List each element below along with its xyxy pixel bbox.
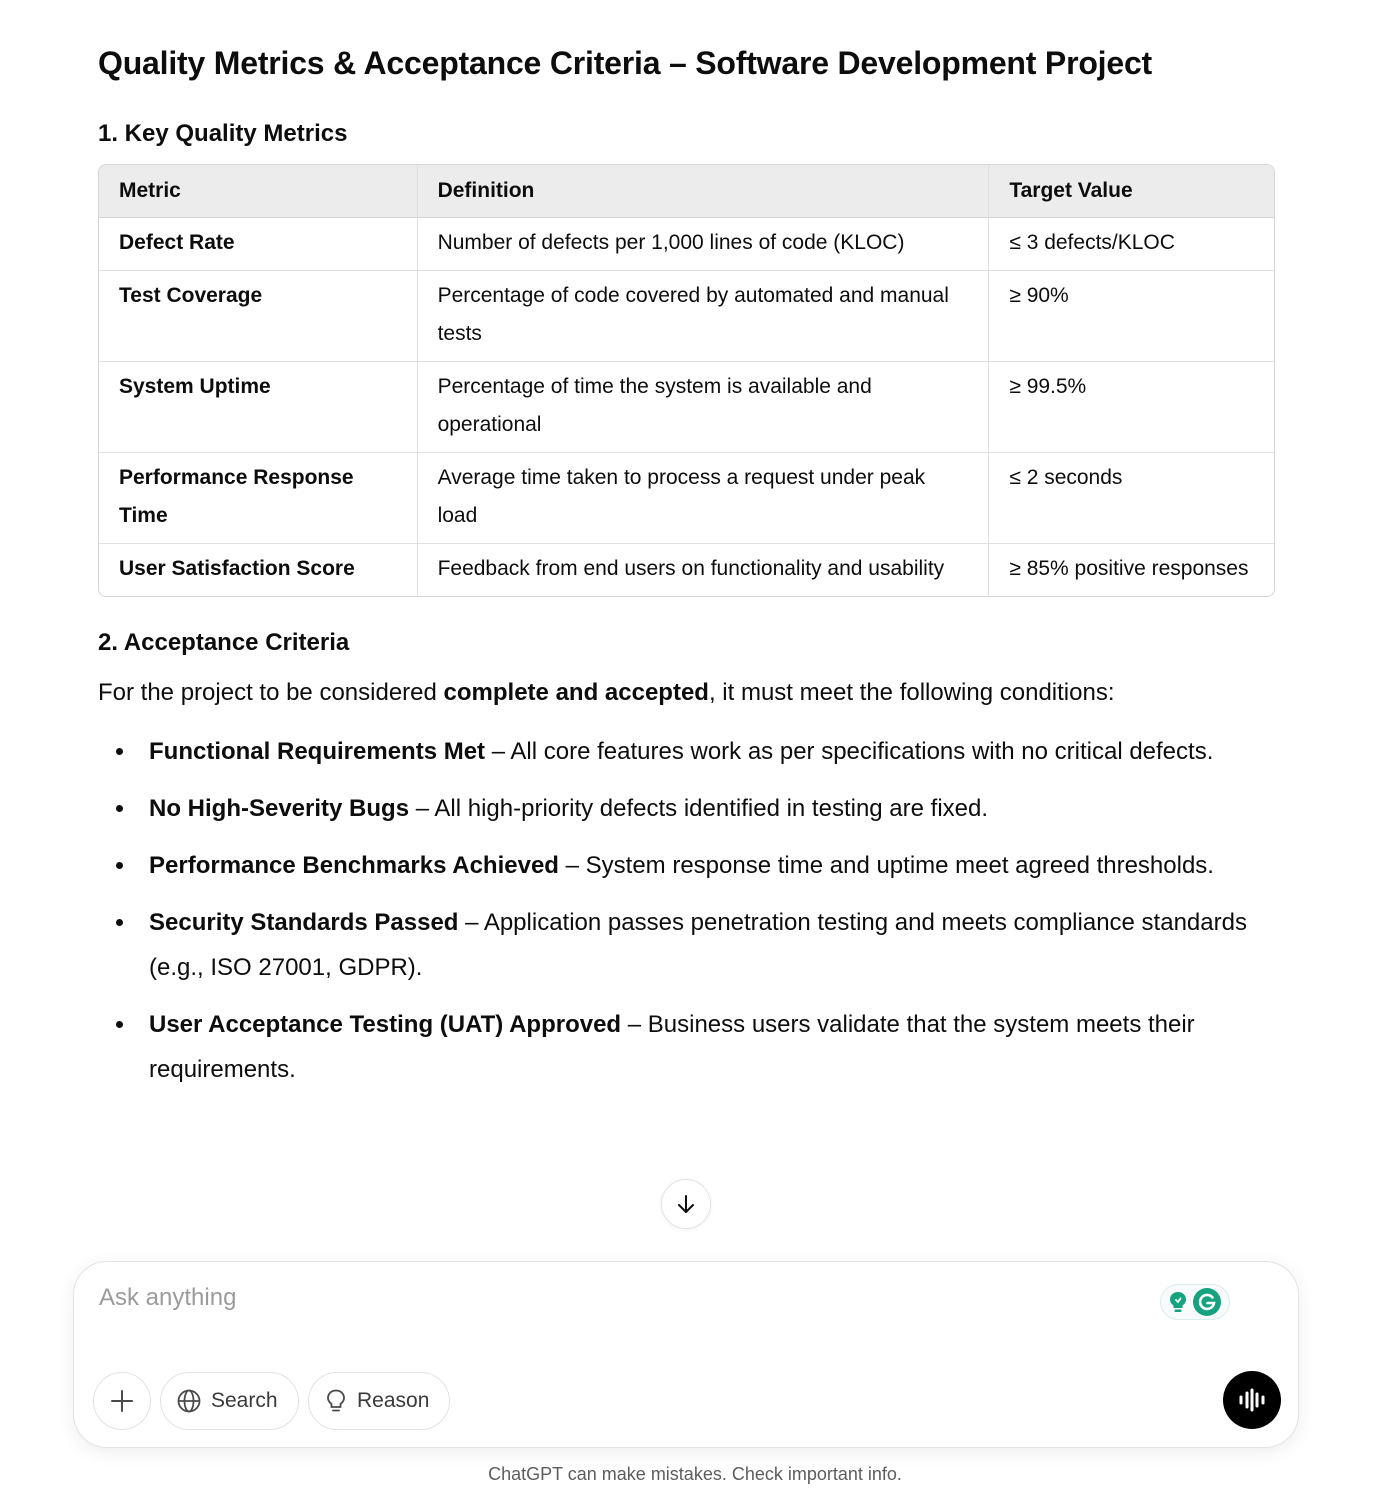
list-item: [98, 786, 1275, 831]
bullet-icon: [116, 919, 123, 926]
voice-waveform-icon: [1237, 1387, 1267, 1413]
section-heading-metrics: 1. Key Quality Metrics: [98, 120, 348, 147]
intro-text-end: , it must meet the following conditions:: [708, 679, 1115, 706]
list-item: [98, 900, 1275, 990]
criterion-text: – All high-priority defects identified in testing are fixed.: [409, 795, 989, 822]
document-title: Quality Metrics & Acceptance Criteria – Software Development Project: [98, 45, 1153, 81]
intro-text: For the project to be considered: [98, 679, 444, 706]
table-row: [99, 271, 1274, 362]
bullet-icon: [116, 748, 123, 755]
bullet-icon: [116, 1021, 123, 1028]
target-value-cell: ≥ 90%: [989, 271, 1274, 362]
plus-icon: [109, 1388, 135, 1414]
target-value-cell: ≥ 99.5%: [989, 362, 1274, 453]
metric-name-cell: User Satisfaction Score: [99, 544, 418, 596]
table-header-row: [99, 165, 1274, 218]
disclaimer-text: ChatGPT can make mistakes. Check important info.: [488, 1464, 902, 1484]
list-item: [98, 729, 1275, 774]
column-header-target: Target Value: [989, 165, 1274, 218]
definition-cell: Percentage of time the system is available and operational: [418, 362, 990, 453]
table-row: [99, 544, 1274, 596]
definition-cell: Average time taken to process a request under peak load: [418, 453, 990, 544]
column-header-metric: Metric: [99, 165, 418, 218]
criterion-text: – Application passes penetration testing and meets compliance standards (e.g., ISO 27001, GDPR).: [149, 909, 1247, 981]
bullet-icon: [116, 805, 123, 812]
target-value-cell: ≥ 85% positive responses: [1009, 557, 1249, 580]
list-item: [98, 843, 1275, 888]
metric-name-cell: Performance Response Time: [99, 453, 418, 544]
criterion-title: Performance Benchmarks Achieved: [149, 852, 559, 879]
metrics-table: [98, 164, 1275, 597]
search-label: Search: [211, 1389, 278, 1412]
prompt-input[interactable]: Ask anything: [99, 1284, 237, 1311]
arrow-down-icon: [674, 1192, 698, 1216]
intro-paragraph: [98, 675, 1275, 711]
definition-cell: Number of defects per 1,000 lines of code (KLOC): [418, 218, 990, 271]
criterion-title: Functional Requirements Met: [149, 738, 486, 765]
criterion-text: – Business users validate that the system meets their requirements.: [149, 1011, 1195, 1083]
section-heading-acceptance: 2. Acceptance Criteria: [98, 629, 350, 656]
search-button[interactable]: [160, 1372, 299, 1430]
add-attachment-button[interactable]: [93, 1372, 151, 1430]
table-row: [99, 218, 1274, 271]
voice-mode-button[interactable]: [1223, 1371, 1281, 1429]
criterion-text: – System response time and uptime meet agreed thresholds.: [558, 852, 1214, 879]
criteria-list: [98, 729, 1275, 1092]
definition-cell: Feedback from end users on functionality and usability: [418, 544, 990, 596]
composer: [73, 1261, 1299, 1448]
criterion-text: – All core features work as per specifications with no critical defects.: [485, 738, 1214, 765]
metric-name-cell: System Uptime: [99, 362, 418, 453]
grammarly-widget[interactable]: [1160, 1284, 1230, 1320]
table-row: [99, 362, 1274, 453]
target-value-cell: ≤ 2 seconds: [989, 453, 1274, 544]
criterion-title: Security Standards Passed: [149, 909, 459, 936]
table-row: [99, 453, 1274, 544]
metric-name-cell: Test Coverage: [99, 271, 418, 362]
intro-emphasis: complete and accepted: [443, 679, 709, 706]
target-value-cell: ≤ 3 defects/KLOC: [989, 218, 1274, 271]
metric-name-cell: Defect Rate: [99, 218, 418, 271]
criterion-title: No High-Severity Bugs: [149, 795, 410, 822]
list-item: [98, 1002, 1275, 1092]
column-header-definition: Definition: [418, 165, 990, 218]
criterion-title: User Acceptance Testing (UAT) Approved: [149, 1011, 622, 1038]
bullet-icon: [116, 862, 123, 869]
definition-cell: Percentage of code covered by automated and manual tests: [418, 271, 990, 362]
globe-icon: [176, 1388, 202, 1414]
reason-button[interactable]: [308, 1372, 450, 1430]
assistant-message: [98, 40, 1275, 1104]
reason-label: Reason: [357, 1389, 430, 1412]
grammarly-icon: [1192, 1287, 1222, 1317]
lightbulb-icon: [324, 1388, 348, 1414]
lightbulb-icon: [1168, 1290, 1188, 1314]
scroll-to-bottom-button[interactable]: [661, 1179, 711, 1229]
